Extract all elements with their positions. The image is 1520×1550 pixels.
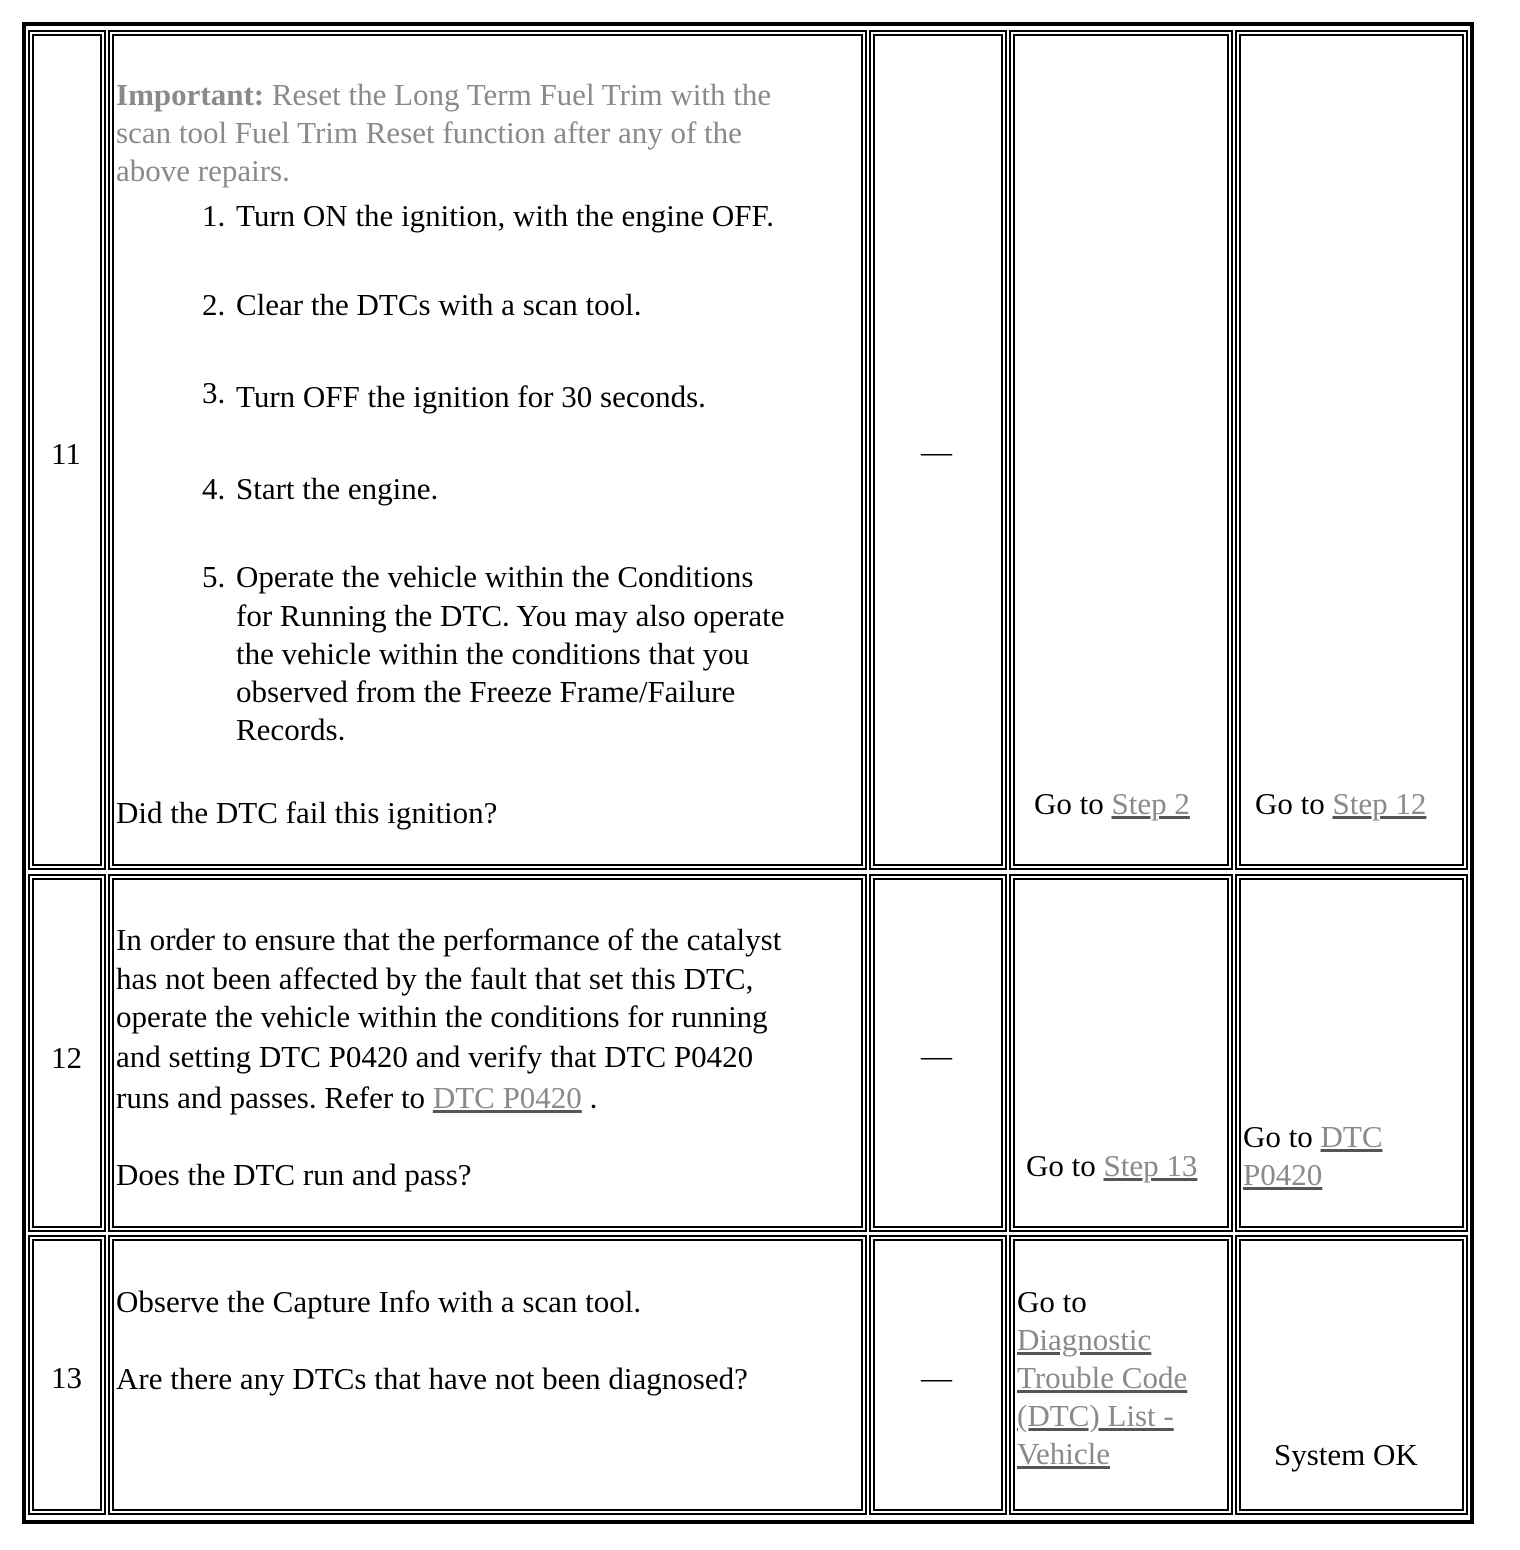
step-13-link[interactable]: Step 13 bbox=[1103, 1148, 1198, 1183]
step-number: 11 bbox=[51, 436, 81, 471]
question: Are there any DTCs that have not been diagnosed? bbox=[116, 1361, 748, 1396]
important-line: scan tool Fuel Trim Reset function after any of the bbox=[116, 115, 742, 150]
list-number: 5. bbox=[202, 559, 226, 594]
list-item: Operate the vehicle within the Conditions bbox=[236, 559, 754, 594]
yes-cell-11 bbox=[1009, 30, 1233, 870]
important-line: above repairs. bbox=[116, 153, 290, 188]
list-number: 2. bbox=[202, 287, 226, 322]
instruction-line: has not been affected by the fault that set this DTC, bbox=[116, 961, 754, 996]
dtc-list-link-line bbox=[1017, 1359, 1187, 1397]
dtc-p0420-link[interactable]: DTC P0420 bbox=[432, 1080, 582, 1115]
list-item: Start the engine. bbox=[236, 471, 439, 506]
question: Did the DTC fail this ignition? bbox=[116, 795, 498, 830]
dtc-p0420-link[interactable]: DTC bbox=[1320, 1119, 1383, 1154]
goto-label: Go to bbox=[1243, 1119, 1313, 1154]
yes-action bbox=[1026, 1147, 1197, 1185]
dtc-list-link-line bbox=[1017, 1435, 1110, 1473]
goto-label: Go to bbox=[1017, 1284, 1087, 1319]
step-2-link[interactable]: Step 2 bbox=[1111, 786, 1190, 821]
list-number: 3. bbox=[202, 375, 226, 410]
list-item: for Running the DTC. You may also operate bbox=[236, 598, 785, 633]
list-item: the vehicle within the conditions that you bbox=[236, 636, 750, 671]
list-item: Turn OFF the ignition for 30 seconds. bbox=[236, 379, 706, 414]
refer-suffix: . bbox=[589, 1080, 598, 1115]
dtc-list-link[interactable]: Vehicle bbox=[1017, 1436, 1110, 1471]
dtc-p0420-link[interactable]: P0420 bbox=[1243, 1157, 1323, 1192]
dtc-list-link-line bbox=[1017, 1321, 1151, 1359]
refer-text: runs and passes. Refer to bbox=[116, 1080, 426, 1115]
step-12-link[interactable]: Step 12 bbox=[1332, 786, 1427, 821]
goto-label: Go to bbox=[1255, 786, 1325, 821]
dtc-list-link[interactable]: Trouble Code bbox=[1017, 1360, 1188, 1395]
no-action bbox=[1255, 785, 1426, 823]
dtc-list-link[interactable]: Diagnostic bbox=[1017, 1322, 1152, 1357]
goto-label: Go to bbox=[1034, 786, 1104, 821]
question: Does the DTC run and pass? bbox=[116, 1157, 472, 1192]
value-dash: — bbox=[921, 434, 952, 469]
goto-label: Go to bbox=[1026, 1148, 1096, 1183]
system-ok-text: System OK bbox=[1274, 1437, 1418, 1472]
list-item: observed from the Freeze Frame/Failure bbox=[236, 674, 736, 709]
dtc-list-link-line bbox=[1017, 1397, 1174, 1435]
value-dash: — bbox=[921, 1038, 952, 1073]
step-number: 12 bbox=[51, 1040, 82, 1075]
dtc-list-link[interactable]: (DTC) List - bbox=[1017, 1398, 1174, 1433]
step-number: 13 bbox=[51, 1360, 82, 1395]
instruction-line bbox=[116, 1079, 597, 1117]
instruction-line: In order to ensure that the performance of the catalyst bbox=[116, 922, 782, 957]
list-number: 4. bbox=[202, 471, 226, 506]
instruction-line: Observe the Capture Info with a scan tool. bbox=[116, 1284, 642, 1319]
no-action bbox=[1243, 1118, 1383, 1156]
list-item: Clear the DTCs with a scan tool. bbox=[236, 287, 642, 322]
important-label: Important: bbox=[116, 77, 265, 112]
no-cell-11 bbox=[1235, 30, 1468, 870]
no-action-line2 bbox=[1243, 1156, 1322, 1194]
list-item: Turn ON the ignition, with the engine OFF. bbox=[236, 198, 775, 233]
list-item: Records. bbox=[236, 712, 346, 747]
important-line: Reset the Long Term Fuel Trim with the bbox=[271, 77, 772, 112]
instruction-line: operate the vehicle within the conditions for running bbox=[116, 999, 768, 1034]
value-dash: — bbox=[921, 1360, 952, 1395]
important-note bbox=[116, 76, 771, 114]
instruction-line: and setting DTC P0420 and verify that DTC P0420 bbox=[116, 1039, 754, 1074]
list-number: 1. bbox=[202, 198, 226, 233]
yes-action bbox=[1034, 785, 1190, 823]
